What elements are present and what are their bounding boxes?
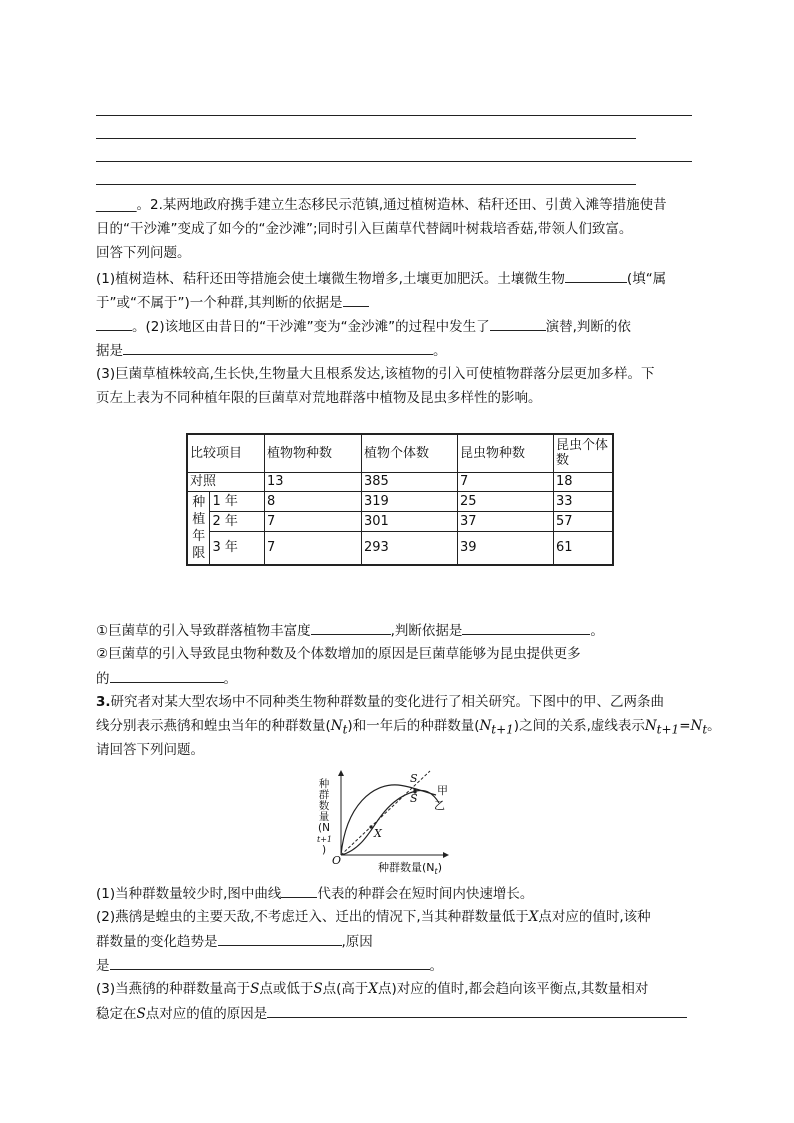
q3-part2-text: (2)燕鸻是蝗虫的主要天敌,不考虑迁入、迁出的情况下,当其种群数量低于	[96, 909, 529, 925]
q2-part3-line-2	[96, 388, 542, 408]
q2-part2-line-2	[96, 340, 447, 361]
math-sub: t	[342, 722, 348, 737]
table-cell: 385	[362, 472, 458, 491]
q3-line-2	[96, 716, 721, 740]
q2-part3-text-2: 页左上表为不同种植年限的巨菌草对荒地群落中植物及昆虫多样性的影响。	[96, 390, 542, 406]
table-header-item: 比较项目	[187, 434, 265, 472]
table-cell: 39	[458, 531, 554, 565]
table-cell-group-label	[187, 491, 210, 565]
answer-line-4	[96, 184, 636, 185]
x-axis-label-text: 种群数量(N	[378, 861, 435, 874]
q2-sub1-period: 。	[590, 623, 604, 639]
q3-part2-text-5: 是	[96, 958, 110, 974]
blank-richness-basis[interactable]	[462, 620, 590, 635]
table-header-insect-individuals: 昆虫个体数	[554, 434, 614, 472]
origin-label: O	[332, 854, 342, 867]
answer-line-1	[96, 115, 692, 116]
table-cell: 293	[362, 531, 458, 565]
y-axis-label-sub: t+1	[317, 835, 333, 844]
math-S: S	[250, 981, 260, 997]
q2-instruction: 回答下列问题。	[96, 245, 191, 261]
math-sub: t+1	[491, 722, 514, 737]
q2-line-2	[96, 219, 632, 239]
x-axis-label-end: )	[437, 861, 443, 874]
q3-part3-text: (3)当燕鸻的种群数量高于	[96, 981, 251, 997]
diversity-table	[186, 433, 614, 566]
q3-instruction: 请回答下列问题。	[96, 742, 204, 758]
table-cell: 25	[458, 491, 554, 511]
q2-part1-line-1	[96, 268, 666, 289]
q3-intro-text-2: 线分别表示燕鸻和蝗虫当年的种群数量(	[96, 718, 331, 734]
q3-part3-text-3: 点(高于	[322, 981, 369, 997]
q2-part2-line-1	[96, 316, 631, 337]
table-cell-year: 2 年	[210, 511, 265, 531]
table-row-year-3	[187, 531, 613, 565]
table-header-insect-species: 昆虫物种数	[458, 434, 554, 472]
group-label-text: 种植年限	[192, 494, 206, 561]
q2-sub1	[96, 620, 604, 641]
q3-intro-text-4: )之间的关系,虚线表示	[513, 718, 645, 734]
table-cell-year: 1 年	[210, 491, 265, 511]
math-X: X	[368, 981, 379, 997]
blank-insect-resources[interactable]	[110, 668, 224, 683]
table-row-control	[187, 472, 613, 491]
q2-part2-text-3: 据是	[96, 343, 123, 359]
q3-part3-line-2	[96, 1003, 687, 1024]
point-S-lower-label: S	[410, 792, 418, 805]
q3-part1-text-2: 代表的种群会在短时间内快速增长。	[317, 886, 534, 902]
q2-sub2-text-2: 的	[96, 671, 110, 687]
q3-line-3	[96, 740, 204, 760]
table-row-year-1	[187, 491, 613, 511]
q3-part2-line-2	[96, 931, 373, 952]
x-axis-label	[378, 859, 442, 876]
blank-microbe-population[interactable]	[565, 268, 627, 283]
blank-richness-change[interactable]	[311, 620, 391, 635]
table-cell: 33	[554, 491, 614, 511]
q2-part2-text-2: 演替,判断的依	[545, 319, 631, 335]
q2-sub2-line-1	[96, 644, 581, 664]
q3-intro-text-3: )和一年后的种群数量(	[347, 718, 480, 734]
table-cell-year: 3 年	[210, 531, 265, 565]
q3-part3-text-2: 点或低于	[259, 981, 314, 997]
q3-part3-text-4: 点)对应的值时,都会趋向该平衡点,其数量相对	[378, 981, 649, 997]
table-header-row	[187, 434, 613, 472]
q2-intro-text: ______。2.某两地政府携手建立生态移民示范镇,通过植树造林、秸秆还田、引黄入滩等措施使昔	[96, 197, 667, 213]
q3-part3-text-5: 稳定在	[96, 1006, 137, 1022]
math-S: S	[136, 1006, 146, 1022]
table-cell: 13	[265, 472, 362, 491]
blank-basis-start[interactable]	[343, 292, 369, 307]
point-X-label: X	[374, 827, 382, 840]
curve-yi	[341, 791, 439, 856]
math-sub: t+1	[656, 722, 680, 737]
curve-jia-label: 甲	[437, 784, 448, 797]
table-cell: 57	[554, 511, 614, 531]
q3-part3-text-6: 点对应的值的原因是	[145, 1006, 268, 1022]
table-cell: 319	[362, 491, 458, 511]
point-X-marker	[369, 825, 372, 828]
q3-line-1	[96, 692, 664, 712]
q3-part1	[96, 883, 533, 904]
q2-part1-line-2	[96, 292, 369, 313]
answer-line-3	[96, 161, 692, 162]
q2-part1-hint: (填“属	[626, 271, 667, 287]
blank-fast-growth-curve[interactable]	[281, 883, 317, 898]
q2-sub2-text: ②巨菌草的引入导致昆虫物种数及个体数增加的原因是巨菌草能够为昆虫提供更多	[96, 646, 581, 662]
table-cell: 8	[265, 491, 362, 511]
q3-intro-period: 。	[707, 718, 721, 734]
q2-sub2-period: 。	[223, 671, 237, 687]
q2-part3-text: (3)巨菌草植株较高,生长快,生物量大且根系发达,该植物的引入可使植物群落分层更加多样。下	[96, 366, 655, 382]
q3-part2-text-4: ,原因	[341, 934, 373, 950]
table-row-year-2	[187, 511, 613, 531]
point-S-upper-label: S	[410, 772, 418, 785]
blank-population-trend[interactable]	[218, 931, 342, 946]
answer-line-2	[96, 138, 636, 139]
table-cell: 7	[265, 531, 362, 565]
blank-basis-end[interactable]	[96, 316, 132, 331]
y-axis-label	[317, 779, 331, 856]
table-header-plant-individuals: 植物个体数	[362, 434, 458, 472]
table-cell: 301	[362, 511, 458, 531]
table-cell: 7	[265, 511, 362, 531]
math-N: N	[690, 718, 703, 734]
table-cell: 61	[554, 531, 614, 565]
math-equals: =	[679, 718, 691, 734]
table-cell: 7	[458, 472, 554, 491]
q3-number: 3.	[96, 694, 111, 710]
math-N: N	[330, 718, 343, 734]
q2-part1-text-2: 于”或“不属于”)一个种群,其判断的依据是	[96, 295, 343, 311]
table-cell: 37	[458, 511, 554, 531]
blank-succession-basis[interactable]	[123, 340, 433, 355]
q2-sub1-text: ①巨菌草的引入导致群落植物丰富度	[96, 623, 311, 639]
q2-part2-period: 。	[433, 343, 447, 359]
math-N: N	[644, 718, 657, 734]
curve-yi-label: 乙	[434, 799, 445, 812]
blank-trend-reason[interactable]	[110, 955, 430, 970]
q3-part2-line-1	[96, 907, 651, 927]
q2-part1-text: (1)植树造林、秸秆还田等措施会使土壤微生物增多,土壤更加肥沃。土壤微生物	[96, 271, 565, 287]
q2-part2-text: 。(2)该地区由昔日的“干沙滩”变为“金沙滩”的过程中发生了	[132, 319, 490, 335]
q3-part2-line-3	[96, 955, 443, 976]
q2-line-3	[96, 243, 191, 263]
table-cell: 18	[554, 472, 614, 491]
q3-part1-text: (1)当种群数量较少时,图中曲线	[96, 886, 282, 902]
blank-succession-type[interactable]	[490, 316, 546, 331]
q3-part2-period: 。	[429, 958, 443, 974]
q2-sub1-text-2: ,判断依据是	[390, 623, 463, 639]
curve-jia	[341, 785, 436, 855]
math-S: S	[313, 981, 323, 997]
math-N: N	[479, 718, 492, 734]
q2-sub2-line-2	[96, 668, 237, 689]
x-axis-label-sub: t	[434, 867, 438, 877]
table-cell-control-label: 对照	[187, 472, 265, 491]
blank-stability-reason[interactable]	[267, 1003, 687, 1018]
math-sub: t	[702, 722, 708, 737]
population-figure	[318, 765, 468, 881]
q3-part3-line-1	[96, 979, 648, 999]
math-X: X	[528, 909, 539, 925]
table-header-plant-species: 植物物种数	[265, 434, 362, 472]
q3-part2-text-2: 点对应的值时,该种	[538, 909, 651, 925]
q2-intro-text-2: 日的“干沙滩”变成了如今的“金沙滩”;同时引入巨菌草代替阔叶树栽培香菇,带领人们致富。	[96, 221, 633, 237]
y-axis-label-text: 种群数量(N	[318, 778, 330, 834]
q3-part2-text-3: 群数量的变化趋势是	[96, 934, 218, 950]
q2-part3-line-1	[96, 364, 655, 384]
q3-intro-text: 研究者对某大型农场中不同种类生物种群数量的变化进行了相关研究。下图中的甲、乙两条曲	[110, 694, 665, 710]
y-axis-label-end: )	[321, 844, 327, 856]
q2-line-1	[96, 195, 667, 215]
